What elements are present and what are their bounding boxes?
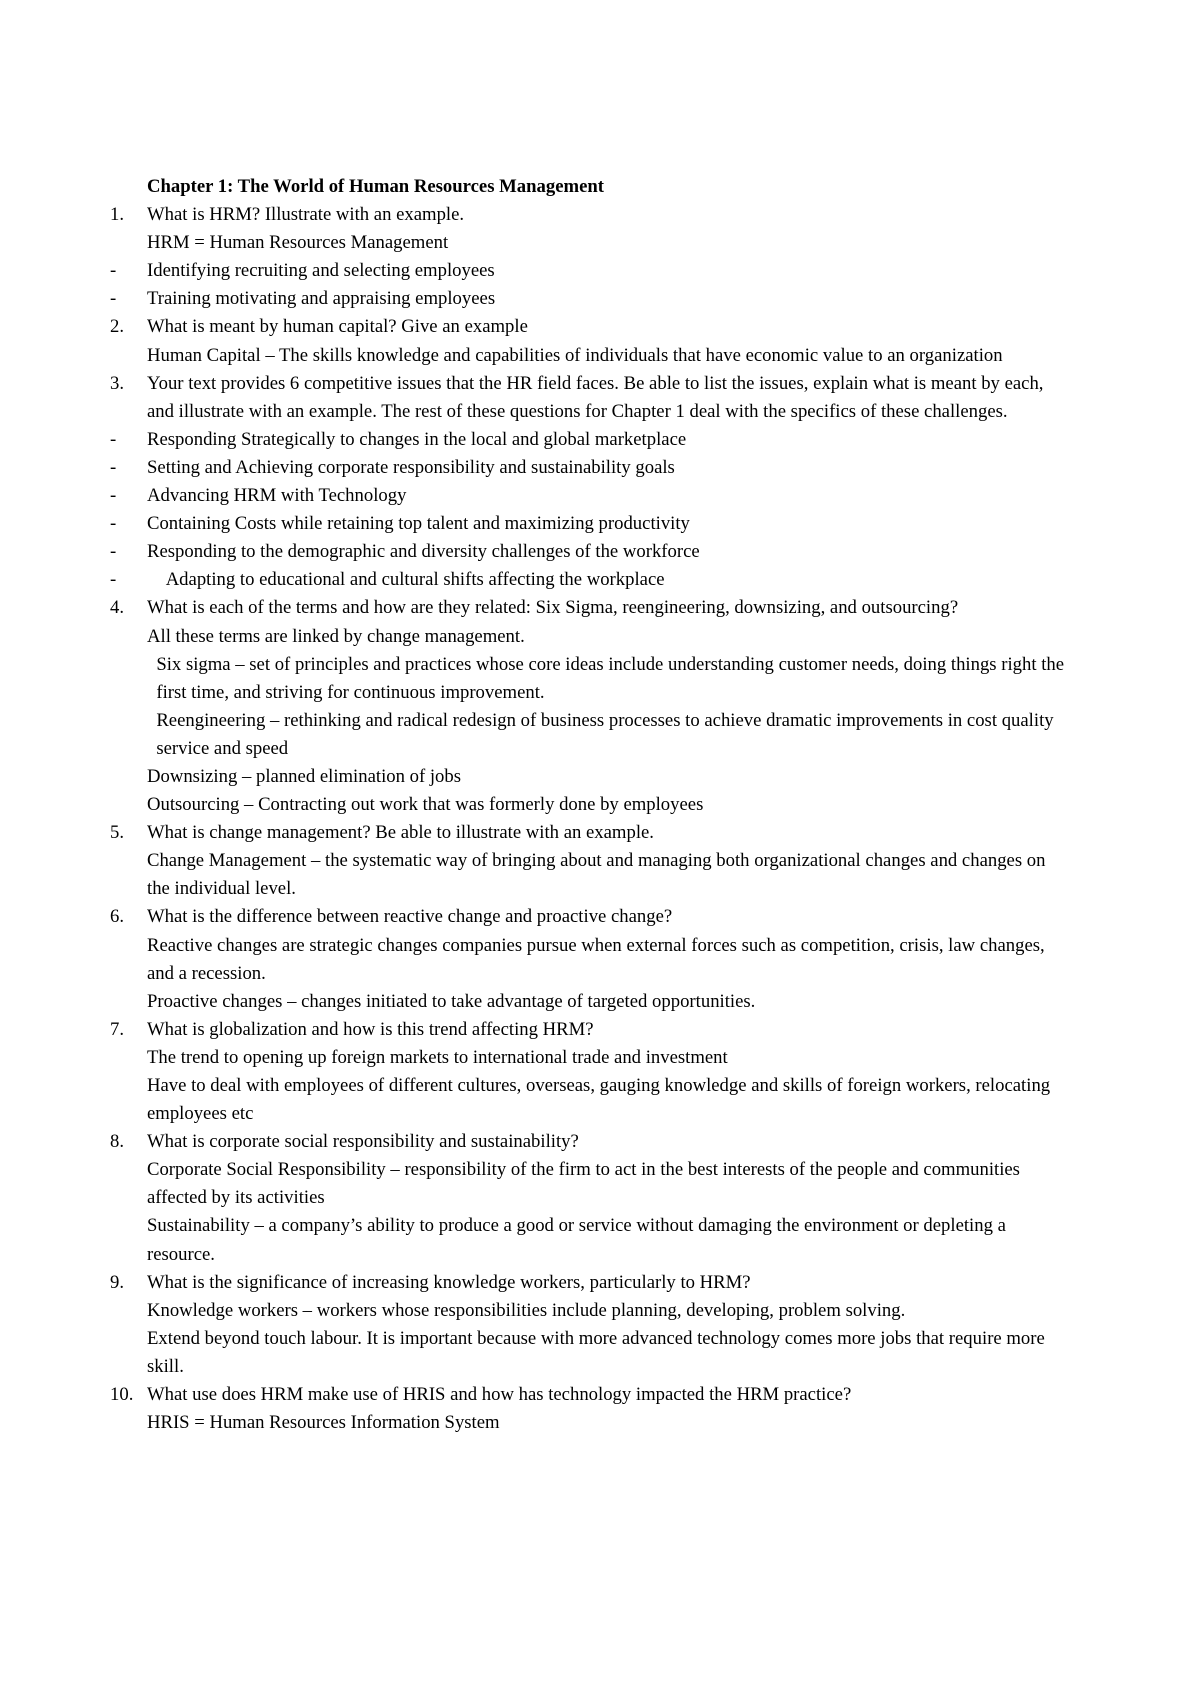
answer-text: Six sigma – set of principles and practices whose core ideas include understanding customer needs, doing things right the first time, and striving for continuous improvement. <box>156 653 1065 703</box>
answer-text: Human Capital – The skills knowledge and capabilities of individuals that have economic value to an organization <box>147 344 1003 366</box>
answer-text: Extend beyond touch labour. It is important because with more advanced technology comes more jobs that require more skill. <box>147 1327 1045 1377</box>
bullet-item <box>110 482 1070 510</box>
bullet-dash: - <box>110 569 117 591</box>
answer-line <box>110 1297 1070 1325</box>
bullet-dash: - <box>110 485 117 507</box>
question-item <box>110 819 1070 847</box>
document-body <box>110 173 1070 1437</box>
bullet-item <box>110 285 1070 313</box>
bullet-text: Responding Strategically to changes in the local and global marketplace <box>147 428 687 450</box>
answer-line <box>110 1072 1070 1128</box>
question-number: 10. <box>110 1384 134 1406</box>
question-number: 1. <box>110 204 125 226</box>
bullet-dash: - <box>110 288 117 310</box>
answer-line <box>110 847 1070 903</box>
question-text: What is each of the terms and how are they related: Six Sigma, reengineering, downsizing, and outsourcing? <box>147 597 959 619</box>
answer-text: Reactive changes are strategic changes companies pursue when external forces such as competition, crisis, law changes, and a recession. <box>147 934 1045 984</box>
answer-line <box>110 932 1070 988</box>
answer-line <box>110 1212 1070 1268</box>
question-text: What is corporate social responsibility and sustainability? <box>147 1131 579 1153</box>
question-text: What use does HRM make use of HRIS and how has technology impacted the HRM practice? <box>147 1384 852 1406</box>
question-text: What is HRM? Illustrate with an example. <box>147 204 465 226</box>
answer-line <box>110 1409 1070 1437</box>
bullet-item <box>110 454 1070 482</box>
bullet-item <box>110 426 1070 454</box>
answer-text: Change Management – the systematic way of bringing about and managing both organizational changes and changes on the individual level. <box>147 850 1046 900</box>
bullet-text: Responding to the demographic and diversity challenges of the workforce <box>147 541 700 563</box>
document-lines <box>110 201 1070 1437</box>
answer-text: All these terms are linked by change management. <box>147 625 525 647</box>
answer-line <box>110 707 1070 763</box>
question-item <box>110 313 1070 341</box>
answer-text: HRIS = Human Resources Information System <box>147 1412 500 1434</box>
bullet-item <box>110 257 1070 285</box>
question-number: 7. <box>110 1018 125 1040</box>
question-text: Your text provides 6 competitive issues that the HR field faces. Be able to list the issues, explain what is meant by each, and illustrate with an example. The rest of these questions for Chapter 1 deal with the specifics of these challenges. <box>147 372 1044 422</box>
bullet-text: Adapting to educational and cultural shifts affecting the workplace <box>165 569 665 591</box>
bullet-text: Setting and Achieving corporate responsibility and sustainability goals <box>147 456 675 478</box>
answer-text: Proactive changes – changes initiated to take advantage of targeted opportunities. <box>147 990 756 1012</box>
bullet-item <box>110 538 1070 566</box>
question-number: 9. <box>110 1271 125 1293</box>
answer-line <box>110 791 1070 819</box>
answer-line <box>110 651 1070 707</box>
bullet-item <box>110 510 1070 538</box>
question-number: 6. <box>110 906 125 928</box>
answer-line <box>110 1156 1070 1212</box>
question-item <box>110 1269 1070 1297</box>
bullet-dash: - <box>110 513 117 535</box>
answer-text: HRM = Human Resources Management <box>147 232 449 254</box>
answer-line <box>110 342 1070 370</box>
chapter-title: Chapter 1: The World of Human Resources Management <box>147 176 604 197</box>
answer-text: Have to deal with employees of different cultures, overseas, gauging knowledge and skills of foreign workers, relocating employees etc <box>147 1075 1051 1125</box>
question-number: 3. <box>110 372 125 394</box>
bullet-dash: - <box>110 428 117 450</box>
question-text: What is the difference between reactive change and proactive change? <box>147 906 673 928</box>
answer-text: Outsourcing – Contracting out work that was formerly done by employees <box>147 794 704 816</box>
question-text: What is globalization and how is this trend affecting HRM? <box>147 1018 594 1040</box>
question-item <box>110 594 1070 622</box>
bullet-text: Containing Costs while retaining top talent and maximizing productivity <box>147 513 690 535</box>
bullet-dash: - <box>110 541 117 563</box>
bullet-text: Advancing HRM with Technology <box>147 485 407 507</box>
bullet-dash: - <box>110 260 117 282</box>
question-number: 2. <box>110 316 125 338</box>
answer-line <box>110 229 1070 257</box>
answer-line <box>110 1325 1070 1381</box>
answer-line <box>110 988 1070 1016</box>
answer-text: Corporate Social Responsibility – responsibility of the firm to act in the best interests of the people and communities affected by its activities <box>147 1159 1020 1209</box>
answer-line <box>110 623 1070 651</box>
answer-text: Reengineering – rethinking and radical redesign of business processes to achieve dramatic improvements in cost quality service and speed <box>156 709 1054 759</box>
answer-text: The trend to opening up foreign markets to international trade and investment <box>147 1046 728 1068</box>
question-text: What is change management? Be able to illustrate with an example. <box>147 822 654 844</box>
question-item <box>110 1128 1070 1156</box>
question-number: 4. <box>110 597 125 619</box>
question-item <box>110 903 1070 931</box>
question-text: What is the significance of increasing knowledge workers, particularly to HRM? <box>147 1271 751 1293</box>
question-item <box>110 1016 1070 1044</box>
bullet-text: Training motivating and appraising employees <box>147 288 496 310</box>
answer-line <box>110 1044 1070 1072</box>
question-text: What is meant by human capital? Give an example <box>147 316 528 338</box>
question-number: 8. <box>110 1131 125 1153</box>
bullet-text: Identifying recruiting and selecting employees <box>147 260 495 282</box>
answer-text: Downsizing – planned elimination of jobs <box>147 765 462 787</box>
answer-text: Knowledge workers – workers whose responsibilities include planning, developing, problem solving. <box>147 1299 906 1321</box>
question-item <box>110 370 1070 426</box>
answer-text: Sustainability – a company’s ability to produce a good or service without damaging the environment or depleting a resource. <box>147 1215 1006 1265</box>
question-number: 5. <box>110 822 125 844</box>
bullet-dash: - <box>110 456 117 478</box>
question-item <box>110 201 1070 229</box>
question-item <box>110 1381 1070 1409</box>
bullet-item <box>110 566 1070 594</box>
answer-line <box>110 763 1070 791</box>
